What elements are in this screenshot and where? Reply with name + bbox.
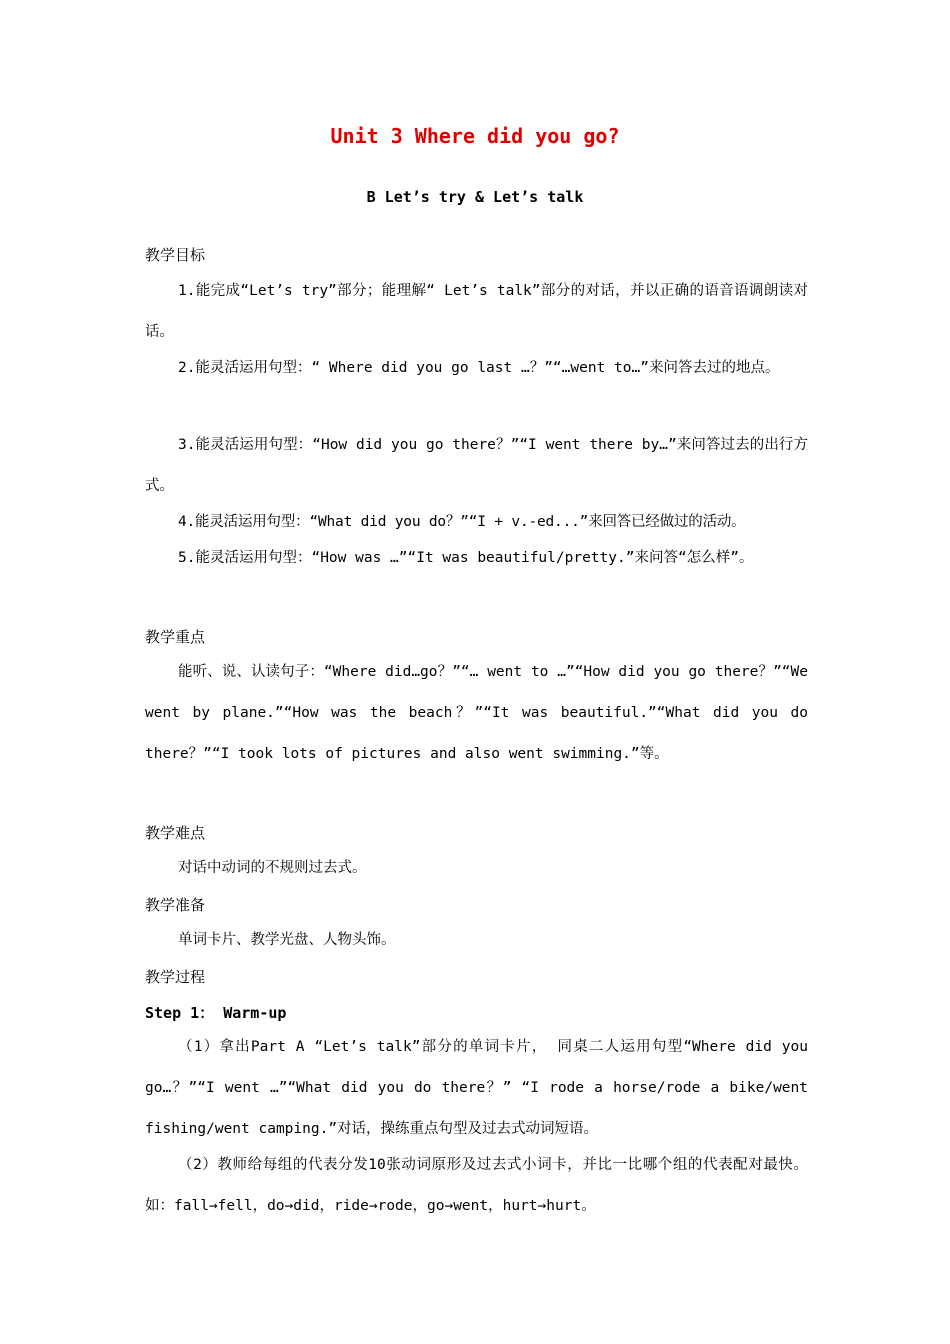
key-points-heading: 教学重点	[145, 628, 206, 646]
document-title: Unit 3 Where did you go?	[330, 124, 620, 148]
process-heading: 教学过程	[145, 968, 206, 986]
step1-paragraph-1: （1）拿出Part A “Let’s talk”部分的单词卡片， 同桌二人运用句型“Where did you go…？”“I went …”“What did you do there？” “I rode a horse/rode a bike/went fishing/went camping.”对话，操练重点句型及过去式动词短语。	[145, 1039, 808, 1137]
goal-item-4: 4.能灵活运用句型：“What did you do？”“I + v.-ed...”来回答已经做过的活动。	[178, 514, 746, 530]
document-subtitle: B Let’s try & Let’s talk	[366, 188, 584, 206]
goals-heading: 教学目标	[145, 246, 206, 264]
preparation-heading: 教学准备	[145, 896, 206, 914]
step1-heading: Step 1： Warm-up	[145, 1004, 287, 1022]
difficult-points-text: 对话中动词的不规则过去式。	[178, 860, 367, 876]
goal-item-2: 2.能灵活运用句型：“ Where did you go last …？”“…went to…”来问答去过的地点。	[178, 360, 780, 376]
difficult-points-heading: 教学难点	[145, 824, 206, 842]
preparation-text: 单词卡片、教学光盘、人物头饰。	[178, 932, 396, 948]
goal-item-1: 1.能完成“Let’s try”部分；能理解“ Let’s talk”部分的对话，并以正确的语音语调朗读对话。	[145, 283, 808, 340]
step1-paragraph-2: （2）教师给每组的代表分发10张动词原形及过去式小词卡，并比一比哪个组的代表配对最快。如：fall→fell，do→did，ride→rode，go→went，hurt→hurt。	[145, 1157, 808, 1214]
goal-item-3: 3.能灵活运用句型：“How did you go there？”“I went there by…”来问答过去的出行方式。	[145, 437, 808, 494]
key-points-text: 能听、说、认读句子：“Where did…go？”“… went to …”“How did you go there？”“We went by plane.”“How was the beach？”“It was beautiful.”“What did you do there？”“I took lots of pictures and also went swimming.”等。	[145, 664, 808, 762]
goal-item-5: 5.能灵活运用句型：“How was …”“It was beautiful/pretty.”来问答“怎么样”。	[178, 550, 754, 566]
